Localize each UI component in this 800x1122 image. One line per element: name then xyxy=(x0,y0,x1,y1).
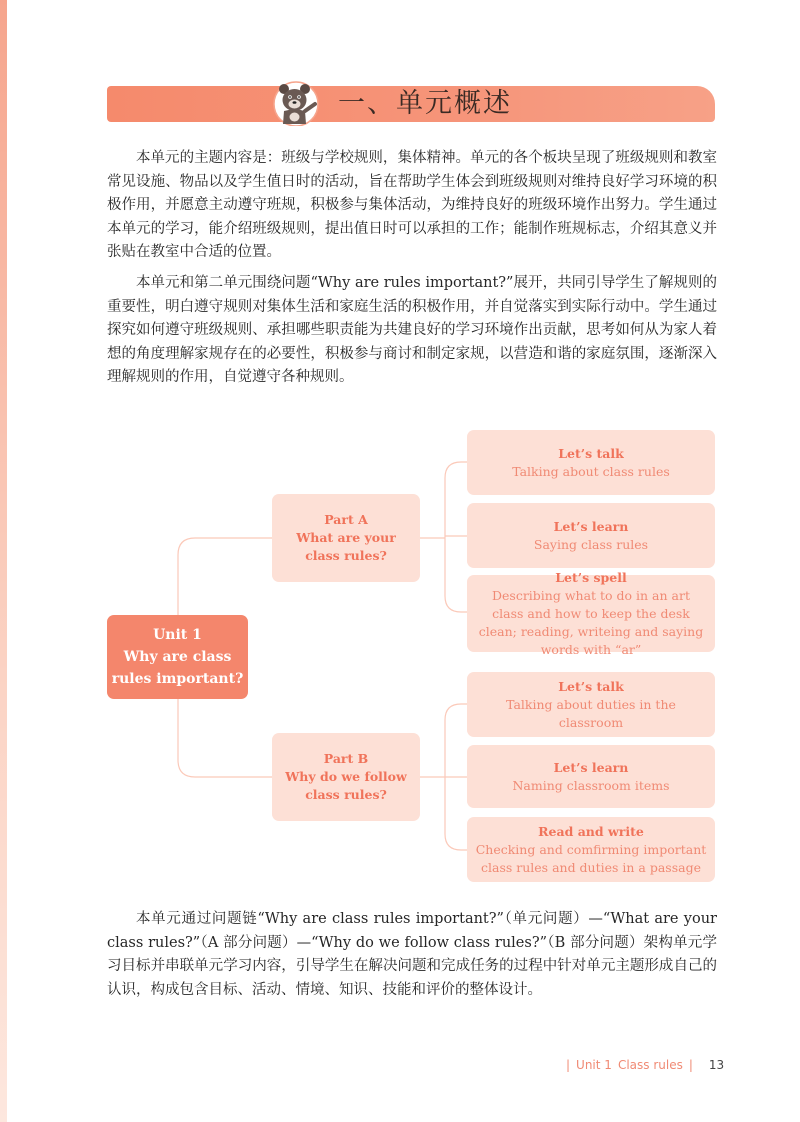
activity-description: Saying class rules xyxy=(533,536,649,552)
activity-description: Talking about duties in the classroom xyxy=(506,696,676,730)
part-a-line3: class rules? xyxy=(305,548,387,563)
part-b-line1: Part B xyxy=(323,751,369,766)
footer-unit-title: Class rules xyxy=(617,1058,683,1072)
part-b-line2: Why do we follow xyxy=(285,769,407,784)
connector-unit-to-parts xyxy=(178,538,272,615)
unit-box xyxy=(107,615,248,699)
connector-part-b-to-activities xyxy=(420,704,467,850)
paragraph-intro: 本单元的主题内容是：班级与学校规则，集体精神。单元的各个板块呈现了班级规则和教室常见设施、物品以及学生值日时的活动，旨在帮助学生体会到班级规则对维持良好学习环境的积极作用，并愿意主动遵守班规，积极参与集体活动，为维持良好的班级环境作出努力。学生通过本单元的学习，能介绍班级规则，提出值日时可以承担的工作；能制作班规标志，介绍其意义并张贴在教室中合适的位置。 xyxy=(107,150,717,261)
page-number: 13 xyxy=(708,1058,725,1072)
part-a-line1: Part A xyxy=(324,512,368,527)
activity-title: Let’s spell xyxy=(555,569,627,585)
paragraph-question-chain: 本单元通过问题链“Why are class rules important?”（单元问题）—“What are your class rules?”（A 部分问题）—“Why do we follow class rules?”（B 部分问题）架构单元学习目标并串联单元学习内容，引导学生在解决问题和完成任务的过程中针对单元主题形成自己的认识，构成包含目标、活动、情境、知识、技能和评价的整体设计。 xyxy=(107,911,717,998)
section-title: 一、单元概述 xyxy=(338,88,512,119)
part-b-box xyxy=(272,733,420,821)
footer-separator-right: | xyxy=(688,1058,693,1072)
activity-box-a-spell xyxy=(467,569,715,657)
part-b-line3: class rules? xyxy=(305,787,387,802)
left-edge-strip xyxy=(0,0,7,1122)
activity-box-b-learn xyxy=(467,745,715,808)
activity-title: Let’s learn xyxy=(553,759,629,775)
footer-unit-label: Unit 1 xyxy=(576,1058,612,1072)
unit-box-line2: Why are class xyxy=(123,649,232,665)
connector-part-a-to-activities xyxy=(420,462,467,612)
paragraph-question: 本单元和第二单元围绕问题“Why are rules important?”展开，共同引导学生了解规则的重要性，明白遵守规则对集体生活和家庭生活的积极作用，并自觉落实到实际行动中。学生通过探究如何遵守班级规则、承担哪些职责能为共建良好的学习环境作出贡献，思考如何从为家人着想的角度理解家规存在的必要性，积极参与商讨和制定家规，以营造和谐的家庭氛围，逐渐深入理解规则的作用，自觉遵守各种规则。 xyxy=(107,275,717,386)
activity-title: Read and write xyxy=(538,823,644,839)
activity-box-b-read-write xyxy=(467,817,715,882)
unit-box-line3: rules important? xyxy=(111,671,244,687)
activity-title: Let’s learn xyxy=(553,518,629,534)
activity-title: Let’s talk xyxy=(558,678,624,694)
part-a-line2: What are your xyxy=(296,530,396,545)
activity-title: Let’s talk xyxy=(558,445,624,461)
activity-box-b-talk xyxy=(467,672,715,737)
footer-separator-left: | xyxy=(566,1058,571,1072)
activity-description: Checking and comfirming important class rules and duties in a passage xyxy=(475,841,707,875)
page-footer xyxy=(560,1057,725,1073)
activity-description: Talking about class rules xyxy=(512,463,670,479)
bear-mascot-icon xyxy=(268,78,324,126)
part-a-box xyxy=(272,494,420,582)
unit-box-line1: Unit 1 xyxy=(153,627,202,643)
activity-box-a-learn xyxy=(467,503,715,568)
activity-description: Describing what to do in an art class and how to keep the desk clean; reading, writeing and saying words with “ar” xyxy=(478,587,704,657)
activity-description: Naming classroom items xyxy=(512,777,670,793)
activity-box-a-talk xyxy=(467,430,715,495)
connector-unit-to-part-b xyxy=(178,699,272,777)
